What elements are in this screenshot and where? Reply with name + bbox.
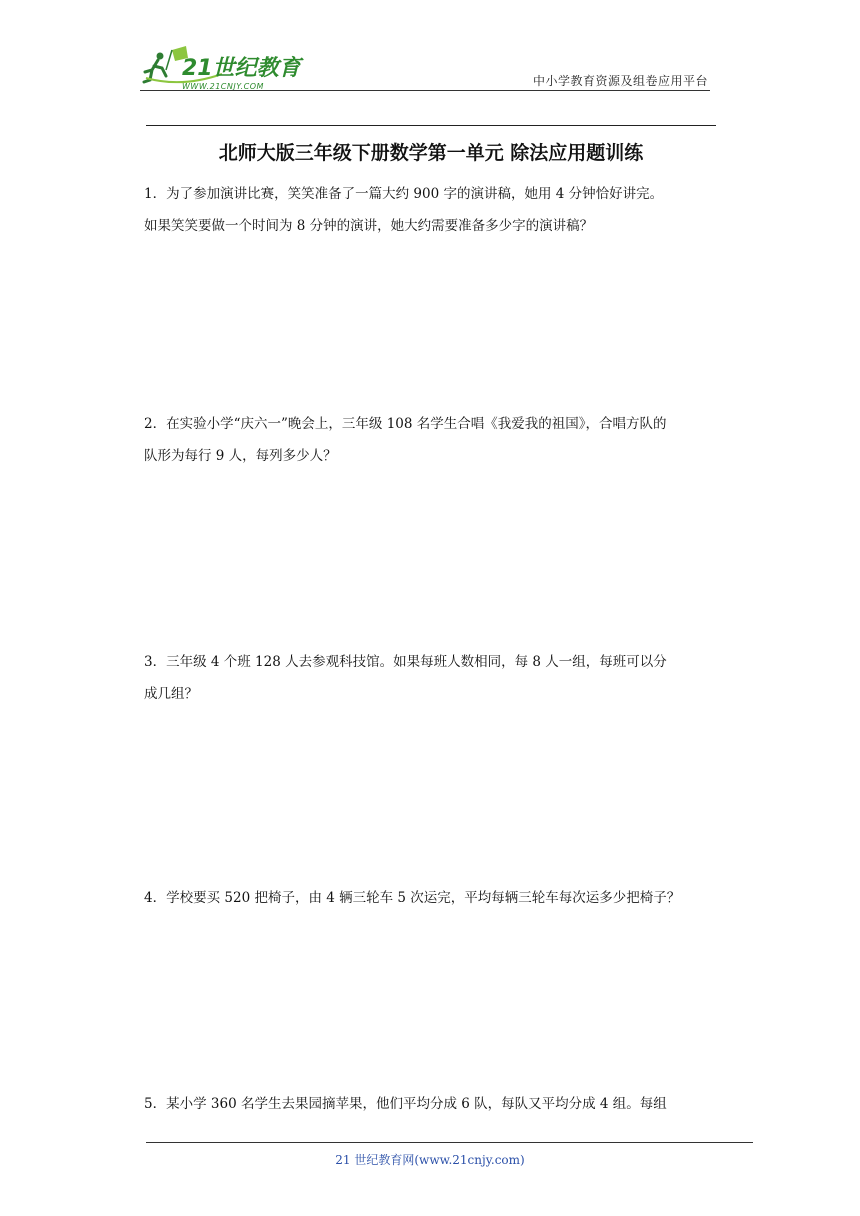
title-divider [146,125,716,126]
question-text-line: 成几组？ [144,686,198,702]
question-text-line: 某小学 360 名学生去果园摘苹果，他们平均分成 6 队，每队又平均分成 4 组。每组 [166,1096,667,1112]
question-text-line: 学校要买 520 把椅子，由 4 辆三轮车 5 次运完，平均每辆三轮车每次运多少把椅子？ [166,890,681,906]
runner-logo-icon [142,44,312,92]
header-slogan: 中小学教育资源及组卷应用平台 [532,74,708,88]
footer-link[interactable]: 21 世纪教育网(www.21cnjy.com) [335,1153,525,1167]
question-number: 1． [144,186,167,202]
question-text-line: 为了参加演讲比赛，笑笑准备了一篇大约 900 字的演讲稿，她用 4 分钟恰好讲完。 [166,186,664,202]
svg-text:WWW.21CNJY.COM: WWW.21CNJY.COM [182,82,264,91]
question-5 [144,1088,718,1120]
document-title: 北师大版三年级下册数学第一单元 除法应用题训练 [218,142,644,164]
question-2 [144,408,718,472]
question-text-line: 三年级 4 个班 128 人去参观科技馆。如果每班人数相同，每 8 人一组，每班可以分 [166,654,667,670]
question-text-line: 如果笑笑要做一个时间为 8 分钟的演讲，她大约需要准备多少字的演讲稿？ [144,218,594,234]
header-divider [140,90,710,91]
question-1 [144,178,718,242]
question-number: 3． [144,654,167,670]
question-3 [144,646,718,710]
svg-text:21世纪教育: 21世纪教育 [182,56,301,81]
question-4 [144,882,718,914]
question-number: 5． [144,1096,167,1112]
question-text-line: 队形为每行 9 人，每列多少人？ [144,448,337,464]
footer-divider [146,1142,753,1143]
question-text-line: 在实验小学“庆六一”晚会上，三年级 108 名学生合唱《我爱我的祖国》，合唱方队的 [166,416,667,432]
site-logo[interactable] [142,44,312,92]
question-number: 2． [144,416,167,432]
question-number: 4． [144,890,167,906]
